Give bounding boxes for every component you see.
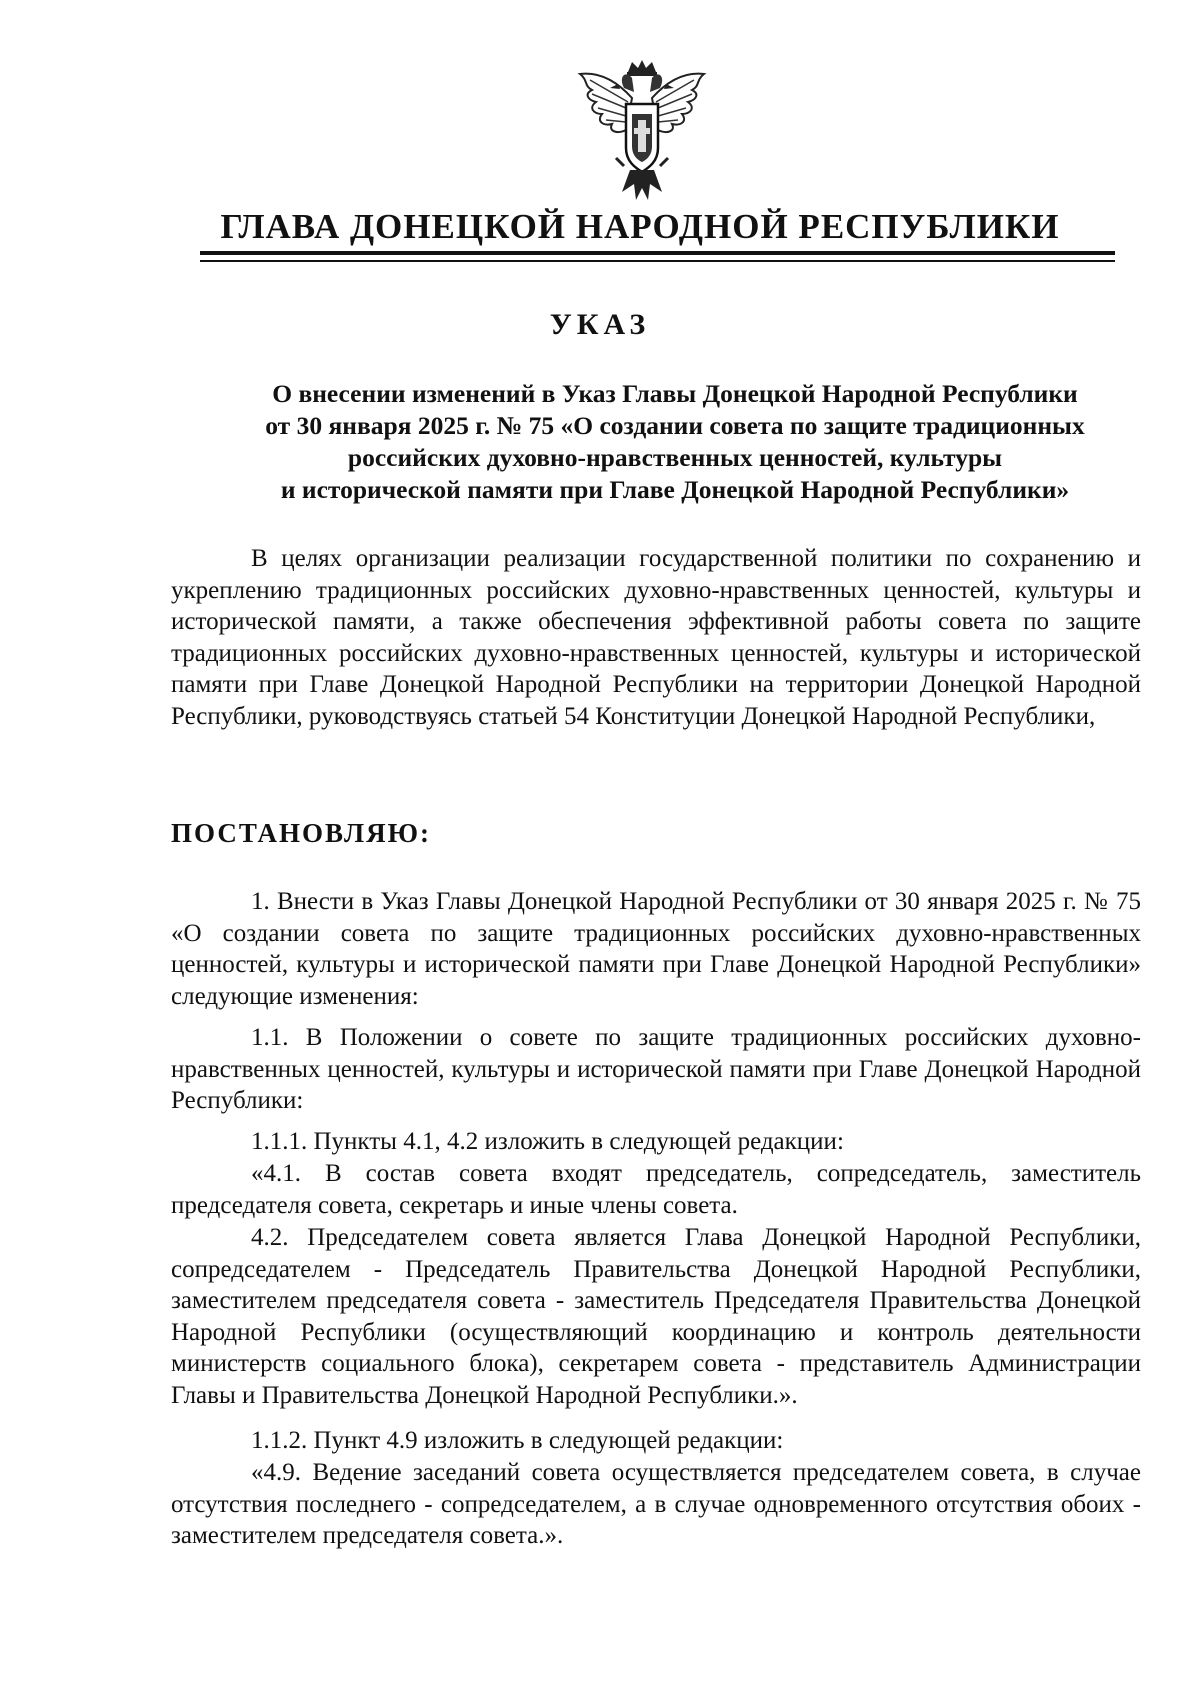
header-rule-thick [200, 251, 1115, 255]
paragraph-4-9: «4.9. Ведение заседаний совета осуществляется председателем совета, в случае отсутствия последнего - сопредседателем, а в случае одновременного отсутствия обоих - заместителем председателя совета.». [171, 1459, 1141, 1549]
header-rule-thin [200, 260, 1115, 262]
subject-line: от 30 января 2025 г. № 75 «О создании совета по защите традиционных [265, 411, 1085, 440]
paragraph-1-1-1: 1.1.1. Пункты 4.1, 4.2 изложить в следующей редакции: [251, 1128, 844, 1155]
paragraph-4-1: «4.1. В состав совета входят председатель, сопредседатель, заместитель председателя совета, секретарь и иные члены совета. [171, 1160, 1141, 1219]
subject-line: российских духовно-нравственных ценностей, культуры [347, 443, 1003, 472]
decree-heading: ПОСТАНОВЛЯЮ: [171, 818, 431, 848]
preamble-paragraph: В целях организации реализации государственной политики по сохранению и укреплению традиционных российских духовно-нравственных ценностей, культуры и исторической памяти, а также обеспечения эффективной работы совета по защите традиционных российских духовно-нравственных ценностей, культуры и исторической памяти при Главе Донецкой Народной Республики на территории Донецкой Народной Республики, руководствуясь статьей 54 Конституции Донецкой Народной Республики, [171, 545, 1141, 730]
document-type: УКАЗ [549, 308, 651, 341]
document-subject [210, 378, 1140, 506]
org-title: ГЛАВА ДОНЕЦКОЙ НАРОДНОЙ РЕСПУБЛИКИ [220, 207, 1060, 246]
paragraph-1-1: 1.1. В Положении о совете по защите традиционных российских духовно-нравственных ценностей, культуры и исторической памяти при Главе Донецкой Народной Республики: [171, 1024, 1141, 1114]
paragraph-4-2: 4.2. Председателем совета является Глава Донецкой Народной Республики, сопредседателем - Председатель Правительства Донецкой Народной Республики, заместителем председателя совета - заместитель Председателя Правительства Донецкой Народной Республики (осуществляющий координацию и контроль деятельности министерств социального блока), секретарем совета - представитель Администрации Главы и Правительства Донецкой Народной Республики.». [171, 1224, 1141, 1409]
coat-of-arms-eagle-icon [574, 58, 710, 208]
paragraph-1-1-2: 1.1.2. Пункт 4.9 изложить в следующей редакции: [251, 1427, 784, 1454]
paragraph-1: 1. Внести в Указ Главы Донецкой Народной Республики от 30 января 2025 г. № 75 «О создании совета по защите традиционных российских духовно-нравственных ценностей, культуры и исторической памяти при Главе Донецкой Народной Республики» следующие изменения: [171, 888, 1141, 1010]
subject-line: О внесении изменений в Указ Главы Донецкой Народной Республики [272, 379, 1078, 408]
subject-line: и исторической памяти при Главе Донецкой Народной Республики» [280, 475, 1070, 504]
